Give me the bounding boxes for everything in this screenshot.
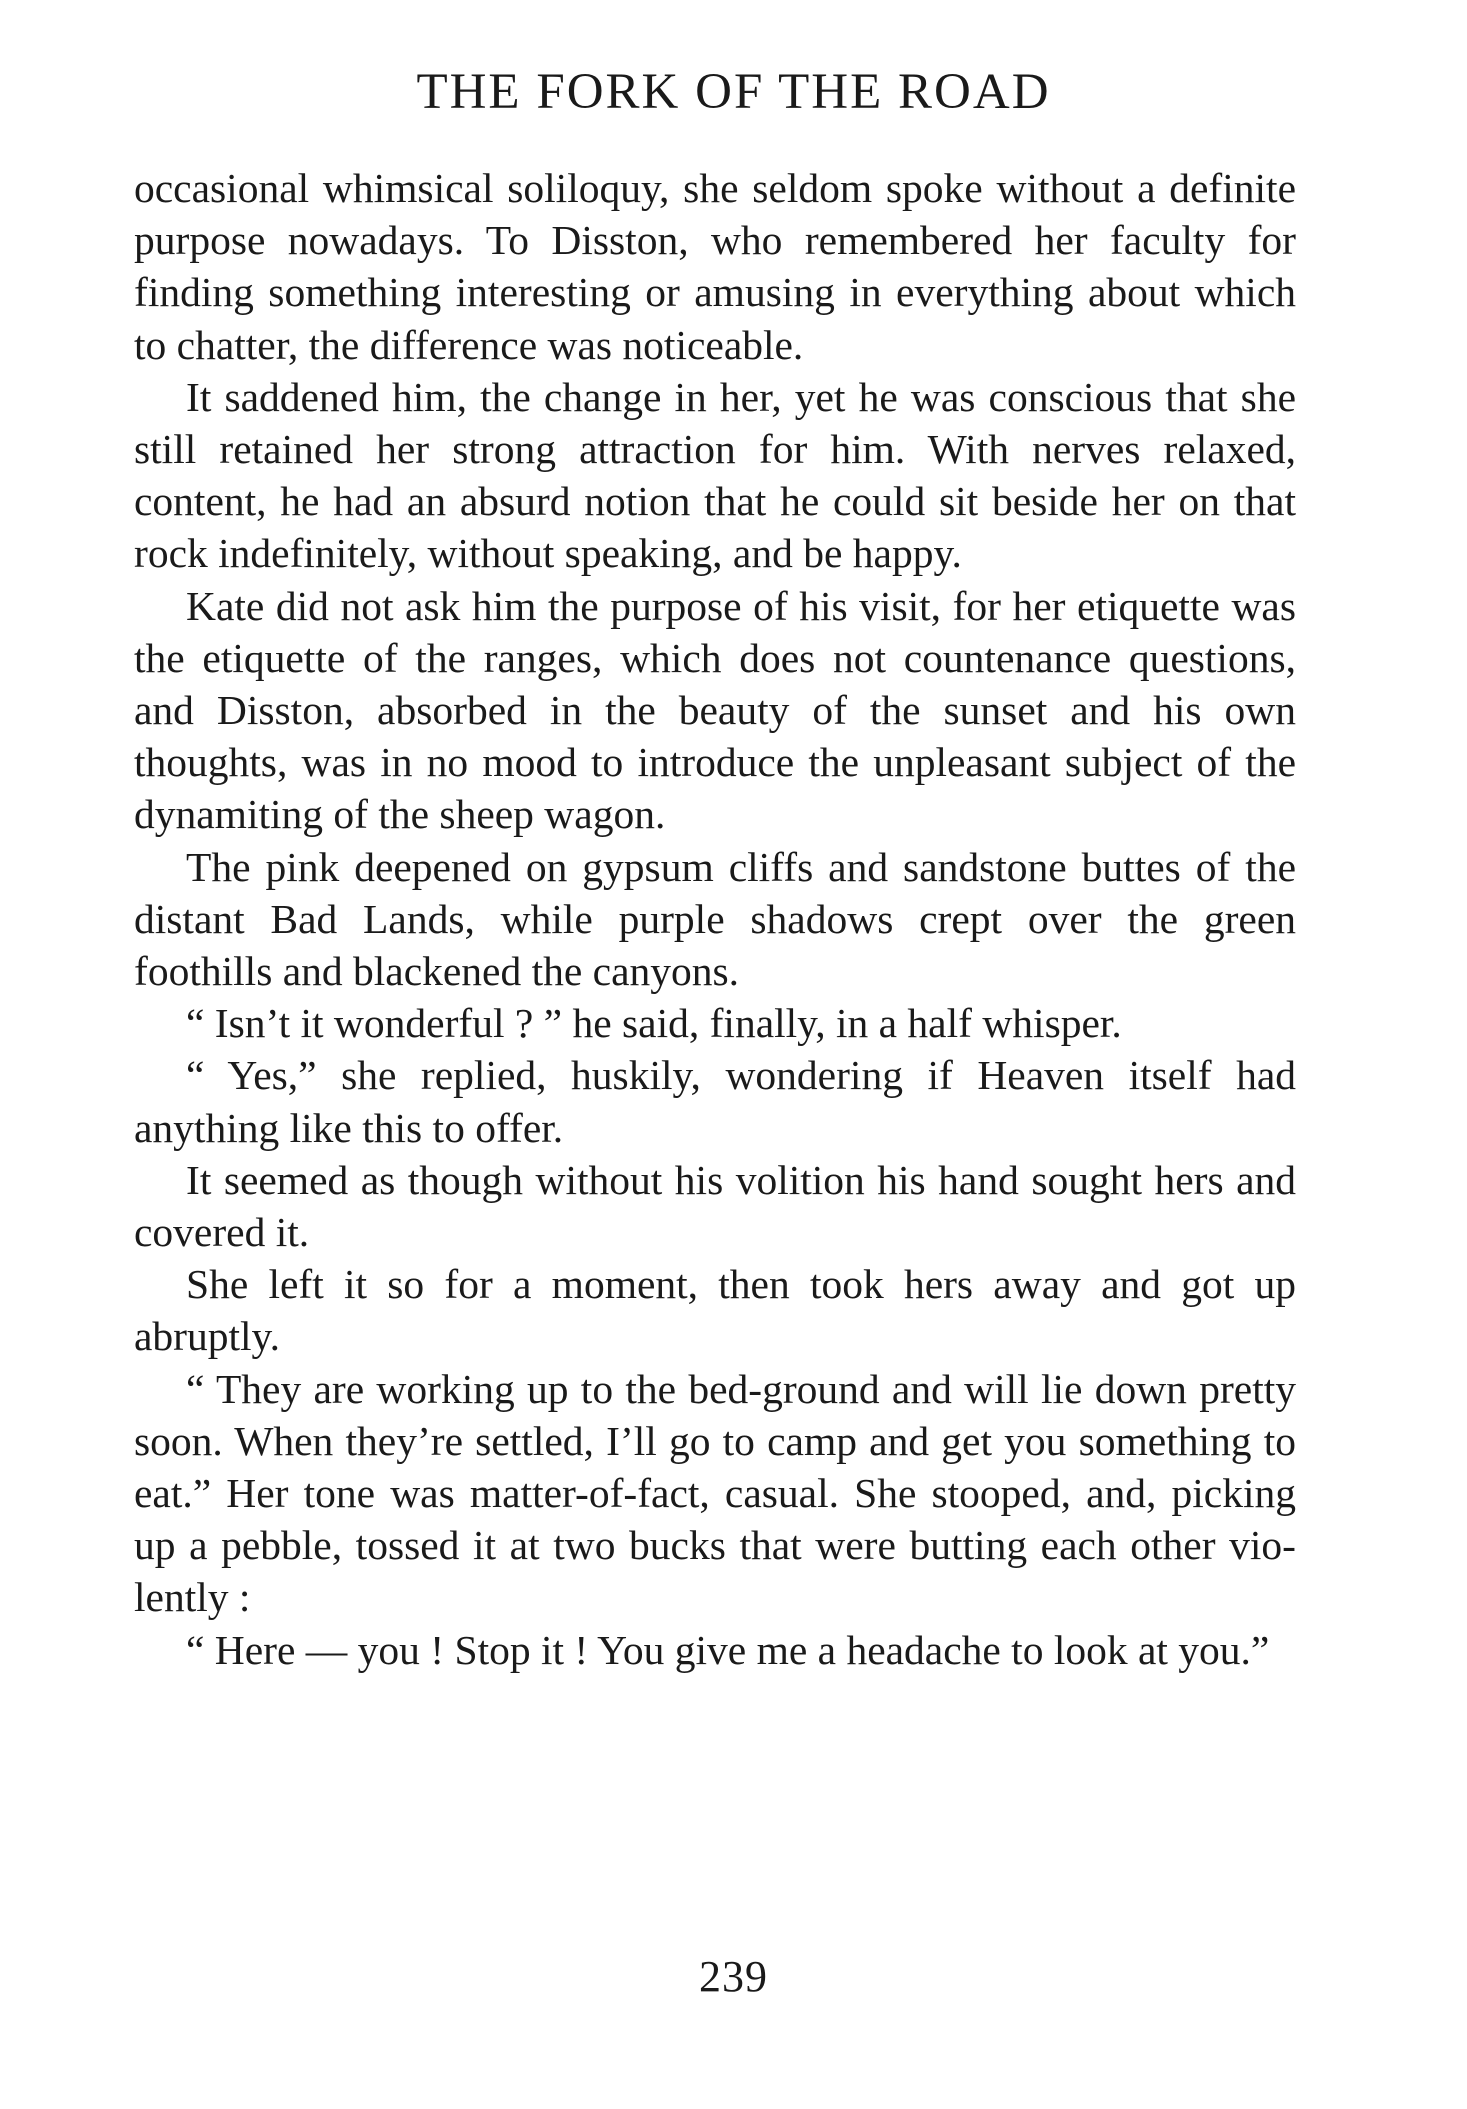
paragraph-dialogue: “ Here — you ! Stop it ! You give me a headache to look at you.”	[186, 1626, 1270, 1673]
paragraph: It saddened him, the change in her, yet he was conscious that she still retained her strong attraction for him. With nerves relaxed, content, he had an absurd notion that he could sit beside her on that rock indefinitely, without speaking, and be happy.	[134, 373, 1296, 577]
body-text	[134, 162, 1296, 1676]
paragraph-dialogue: “ Yes,” she replied, huskily, wondering if Heaven itself had anything like this to offer.	[134, 1052, 1296, 1151]
running-head: THE FORK OF THE ROAD	[416, 64, 1051, 120]
paragraph-dialogue: “ They are working up to the bed-ground and will lie down pretty soon. When they’re settled, I’ll go to camp and get you something to eat.” Her tone was matter-of-fact, casual. She stooped, and, picking up a pebble, tossed it at two bucks that were butting each other violently :	[134, 1365, 1296, 1621]
page-number: 239	[699, 1952, 768, 2001]
paragraph-continued: occasional whimsical soliloquy, she seldom spoke without a definite purpose nowadays. To Disston, who remembered her faculty for finding something interesting or amusing in everything about which to chatter, the difference was noticeable.	[134, 165, 1296, 368]
paragraph: It seemed as though without his volition his hand sought hers and covered it.	[134, 1156, 1296, 1256]
paragraph: The pink deepened on gypsum cliffs and sandstone buttes of the distant Bad Lands, while purple shadows crept over the green foothills and blackened the canyons.	[134, 843, 1296, 995]
paragraph: She left it so for a moment, then took hers away and got up abruptly.	[134, 1261, 1296, 1360]
paragraph: Kate did not ask him the purpose of his visit, for her etiquette was the etiquette of the ranges, which does not countenance questions, and Disston, absorbed in the beauty of the sunset and his own thoughts, was in no mood to introduce the unpleasant subject of the dynamiting of the sheep wagon.	[134, 582, 1296, 838]
paragraph-dialogue: “ Isn’t it wonderful ? ” he said, finally, in a half whisper.	[186, 1000, 1122, 1047]
